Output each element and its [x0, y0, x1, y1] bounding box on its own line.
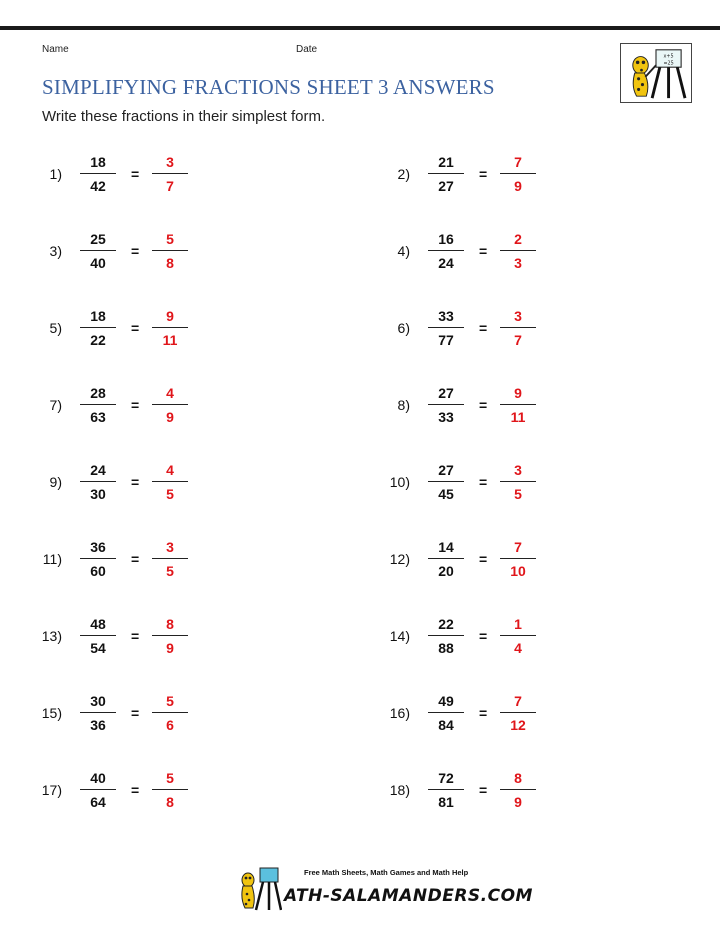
answer-fraction-numerator: 3: [166, 539, 174, 555]
problem-item: [20, 614, 320, 664]
name-label: Name: [42, 44, 69, 55]
answer-fraction-numerator: 7: [514, 539, 522, 555]
question-fraction-denominator: 88: [438, 640, 454, 656]
equals-sign: =: [479, 320, 488, 336]
question-fraction: [428, 614, 464, 658]
problem-item: [368, 460, 668, 510]
answer-fraction-numerator: 1: [514, 616, 522, 632]
salamander-teacher-logo-icon: [620, 43, 692, 103]
question-fraction-denominator: 81: [438, 794, 454, 810]
equals-sign: =: [131, 551, 140, 567]
problem-number: 3): [49, 243, 62, 259]
problem-number: 5): [49, 320, 62, 336]
answer-fraction-denominator: 8: [166, 255, 174, 271]
problem-number: 14): [389, 628, 410, 644]
answer-fraction-numerator: 3: [514, 462, 522, 478]
problem-number: 4): [397, 243, 410, 259]
equals-sign: =: [131, 705, 140, 721]
answer-fraction-denominator: 4: [514, 640, 522, 656]
problem-item: [20, 306, 320, 356]
answer-fraction: [152, 229, 188, 273]
problem-item: [368, 306, 668, 356]
answer-fraction-denominator: 10: [510, 563, 526, 579]
question-fraction-denominator: 42: [90, 178, 106, 194]
fraction-bar: [80, 712, 116, 713]
question-fraction: [80, 691, 116, 735]
question-fraction: [80, 460, 116, 504]
answer-fraction-denominator: 9: [166, 409, 174, 425]
fraction-bar: [428, 635, 464, 636]
answer-fraction-numerator: 5: [166, 231, 174, 247]
question-fraction-numerator: 18: [90, 154, 106, 170]
answer-fraction: [152, 614, 188, 658]
answer-fraction-numerator: 5: [166, 770, 174, 786]
problem-number: 18): [389, 782, 410, 798]
question-fraction: [428, 460, 464, 504]
fraction-bar: [152, 327, 188, 328]
fraction-bar: [152, 789, 188, 790]
question-fraction-numerator: 14: [438, 539, 454, 555]
question-fraction-denominator: 20: [438, 563, 454, 579]
equals-sign: =: [479, 243, 488, 259]
question-fraction-numerator: 33: [438, 308, 454, 324]
fraction-bar: [152, 558, 188, 559]
question-fraction-numerator: 27: [438, 462, 454, 478]
question-fraction-numerator: 24: [90, 462, 106, 478]
svg-text:x+5: x+5: [663, 54, 674, 60]
fraction-bar: [500, 173, 536, 174]
fraction-bar: [500, 250, 536, 251]
equals-sign: =: [131, 320, 140, 336]
answer-fraction-numerator: 8: [166, 616, 174, 632]
answer-fraction-numerator: 3: [514, 308, 522, 324]
answer-fraction: [500, 691, 536, 735]
question-fraction: [80, 152, 116, 196]
problem-item: [368, 691, 668, 741]
question-fraction: [428, 229, 464, 273]
answer-fraction: [152, 460, 188, 504]
question-fraction-denominator: 33: [438, 409, 454, 425]
fraction-bar: [152, 250, 188, 251]
fraction-bar: [500, 327, 536, 328]
question-fraction: [80, 614, 116, 658]
fraction-bar: [152, 635, 188, 636]
problem-number: 6): [397, 320, 410, 336]
svg-text:=25: =25: [663, 61, 674, 67]
equals-sign: =: [479, 474, 488, 490]
problem-number: 16): [389, 705, 410, 721]
answer-fraction-denominator: 9: [514, 178, 522, 194]
answer-fraction-denominator: 3: [514, 255, 522, 271]
question-fraction: [80, 537, 116, 581]
answer-fraction-denominator: 7: [166, 178, 174, 194]
problem-number: 9): [49, 474, 62, 490]
answer-fraction: [500, 306, 536, 350]
fraction-bar: [80, 250, 116, 251]
answer-fraction-denominator: 8: [166, 794, 174, 810]
question-fraction-numerator: 40: [90, 770, 106, 786]
footer-site: ATH-SALAMANDERS.COM: [284, 886, 533, 906]
equals-sign: =: [479, 397, 488, 413]
problem-item: [368, 768, 668, 818]
equals-sign: =: [131, 628, 140, 644]
problem-item: [20, 691, 320, 741]
equals-sign: =: [131, 474, 140, 490]
equals-sign: =: [479, 782, 488, 798]
fraction-bar: [80, 789, 116, 790]
question-fraction-denominator: 24: [438, 255, 454, 271]
question-fraction-denominator: 45: [438, 486, 454, 502]
fraction-bar: [428, 173, 464, 174]
answer-fraction: [152, 768, 188, 812]
question-fraction-numerator: 28: [90, 385, 106, 401]
fraction-bar: [500, 558, 536, 559]
problem-number: 13): [41, 628, 62, 644]
answer-fraction: [500, 152, 536, 196]
question-fraction: [428, 383, 464, 427]
fraction-bar: [152, 404, 188, 405]
question-fraction-numerator: 36: [90, 539, 106, 555]
salamander-logo-icon: [236, 864, 282, 912]
answer-fraction-denominator: 5: [166, 563, 174, 579]
answer-fraction-numerator: 2: [514, 231, 522, 247]
answer-fraction: [500, 460, 536, 504]
problem-number: 17): [41, 782, 62, 798]
question-fraction-denominator: 30: [90, 486, 106, 502]
problem-number: 2): [397, 166, 410, 182]
fraction-bar: [80, 173, 116, 174]
question-fraction: [428, 691, 464, 735]
question-fraction-numerator: 30: [90, 693, 106, 709]
answer-fraction-denominator: 11: [510, 409, 526, 425]
fraction-bar: [80, 558, 116, 559]
answer-fraction-numerator: 5: [166, 693, 174, 709]
answer-fraction-numerator: 4: [166, 385, 174, 401]
problem-number: 7): [49, 397, 62, 413]
equals-sign: =: [479, 166, 488, 182]
question-fraction-denominator: 60: [90, 563, 106, 579]
answer-fraction-denominator: 12: [510, 717, 526, 733]
fraction-bar: [500, 712, 536, 713]
problem-item: [368, 152, 668, 202]
problem-number: 15): [41, 705, 62, 721]
answer-fraction-numerator: 8: [514, 770, 522, 786]
problem-number: 12): [389, 551, 410, 567]
fraction-bar: [428, 712, 464, 713]
question-fraction-numerator: 48: [90, 616, 106, 632]
fraction-bar: [80, 481, 116, 482]
answer-fraction: [152, 537, 188, 581]
question-fraction-denominator: 36: [90, 717, 106, 733]
answer-fraction: [500, 229, 536, 273]
fraction-bar: [80, 635, 116, 636]
answer-fraction: [152, 383, 188, 427]
problem-item: [20, 229, 320, 279]
footer: [236, 864, 533, 914]
question-fraction-denominator: 77: [438, 332, 454, 348]
fraction-bar: [428, 404, 464, 405]
fraction-bar: [500, 635, 536, 636]
answer-fraction: [152, 306, 188, 350]
fraction-bar: [80, 327, 116, 328]
equals-sign: =: [479, 628, 488, 644]
question-fraction: [428, 152, 464, 196]
question-fraction-denominator: 84: [438, 717, 454, 733]
answer-fraction-numerator: 4: [166, 462, 174, 478]
answer-fraction-denominator: 9: [166, 640, 174, 656]
answer-fraction: [500, 614, 536, 658]
fraction-bar: [152, 481, 188, 482]
footer-tagline: Free Math Sheets, Math Games and Math Help: [304, 868, 469, 877]
answer-fraction-denominator: 11: [162, 332, 178, 348]
question-fraction-numerator: 16: [438, 231, 454, 247]
problem-number: 11): [42, 551, 62, 567]
instructions: Write these fractions in their simplest form.: [42, 108, 326, 125]
fraction-bar: [500, 481, 536, 482]
question-fraction-denominator: 27: [438, 178, 454, 194]
question-fraction-numerator: 18: [90, 308, 106, 324]
question-fraction: [428, 537, 464, 581]
equals-sign: =: [479, 551, 488, 567]
answer-fraction-numerator: 9: [514, 385, 522, 401]
question-fraction-numerator: 25: [90, 231, 106, 247]
answer-fraction: [152, 691, 188, 735]
problem-item: [368, 537, 668, 587]
question-fraction-denominator: 63: [90, 409, 106, 425]
question-fraction: [80, 306, 116, 350]
answer-fraction-numerator: 9: [166, 308, 174, 324]
top-rule: [0, 26, 720, 30]
problem-item: [20, 768, 320, 818]
equals-sign: =: [131, 166, 140, 182]
question-fraction-denominator: 22: [90, 332, 106, 348]
question-fraction-numerator: 27: [438, 385, 454, 401]
answer-fraction-numerator: 3: [166, 154, 174, 170]
answer-fraction-denominator: 9: [514, 794, 522, 810]
answer-fraction-numerator: 7: [514, 693, 522, 709]
equals-sign: =: [131, 243, 140, 259]
question-fraction: [428, 768, 464, 812]
question-fraction-denominator: 64: [90, 794, 106, 810]
fraction-bar: [428, 558, 464, 559]
problem-item: [368, 383, 668, 433]
fraction-bar: [152, 712, 188, 713]
fraction-bar: [428, 481, 464, 482]
equals-sign: =: [131, 782, 140, 798]
problem-number: 8): [397, 397, 410, 413]
answer-fraction-denominator: 7: [514, 332, 522, 348]
answer-fraction-denominator: 5: [514, 486, 522, 502]
fraction-bar: [428, 327, 464, 328]
question-fraction: [80, 229, 116, 273]
question-fraction-denominator: 54: [90, 640, 106, 656]
problem-item: [368, 229, 668, 279]
fraction-bar: [428, 789, 464, 790]
question-fraction-numerator: 21: [438, 154, 454, 170]
question-fraction: [80, 383, 116, 427]
answer-fraction-denominator: 6: [166, 717, 174, 733]
date-label: Date: [296, 44, 318, 55]
equals-sign: =: [479, 705, 488, 721]
fraction-bar: [152, 173, 188, 174]
equals-sign: =: [131, 397, 140, 413]
answer-fraction: [500, 537, 536, 581]
problem-number: 1): [49, 166, 62, 182]
answer-fraction: [500, 768, 536, 812]
fraction-bar: [500, 789, 536, 790]
fraction-bar: [428, 250, 464, 251]
fraction-bar: [80, 404, 116, 405]
problem-item: [20, 152, 320, 202]
problem-item: [368, 614, 668, 664]
answer-fraction: [500, 383, 536, 427]
answer-fraction: [152, 152, 188, 196]
question-fraction-denominator: 40: [90, 255, 106, 271]
question-fraction: [428, 306, 464, 350]
problem-item: [20, 537, 320, 587]
answer-fraction-denominator: 5: [166, 486, 174, 502]
fraction-bar: [500, 404, 536, 405]
page-title: SIMPLIFYING FRACTIONS SHEET 3 ANSWERS: [42, 75, 495, 99]
problem-number: 10): [389, 474, 410, 490]
question-fraction-numerator: 72: [438, 770, 454, 786]
question-fraction-numerator: 49: [438, 693, 454, 709]
question-fraction-numerator: 22: [438, 616, 454, 632]
problem-item: [20, 460, 320, 510]
question-fraction: [80, 768, 116, 812]
problem-item: [20, 383, 320, 433]
answer-fraction-numerator: 7: [514, 154, 522, 170]
